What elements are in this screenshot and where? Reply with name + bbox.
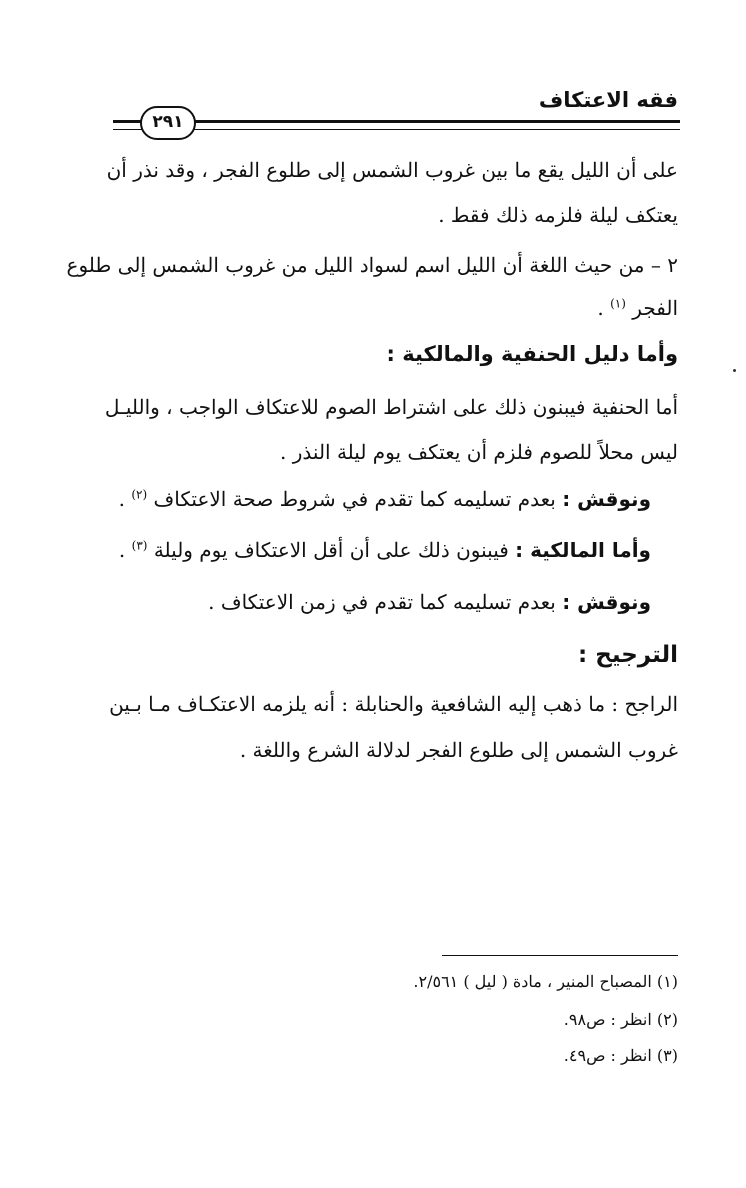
body-line-8	[119, 538, 651, 562]
body-line-9	[208, 590, 651, 614]
footnote-separator	[442, 955, 678, 956]
running-header-title: فقه الاعتكاف	[538, 88, 678, 112]
section-heading-hanafi-maliki: وأما دليل الحنفية والمالكية :	[386, 342, 678, 366]
body-line-6: ليس محلاً للصوم فلزم أن يعتكف يوم ليلة النذر .	[280, 440, 678, 464]
footnote-ref-1: (١)	[610, 296, 626, 311]
body-line-5: أما الحنفية فيبنون ذلك على اشتراط الصوم للاعتكاف الواجب ، والليـل	[104, 395, 678, 419]
objection-label-2: ونوقش :	[562, 590, 651, 614]
body-line-4	[597, 296, 678, 320]
body-line-8-end: .	[118, 538, 126, 562]
body-line-7-text: بعدم تسليمه كما تقدم في شروط صحة الاعتكاف	[153, 487, 556, 511]
body-line-9-text: بعدم تسليمه كما تقدم في زمن الاعتكاف .	[208, 590, 556, 614]
body-line-3: ٢ – من حيث اللغة أن الليل اسم لسواد الليل من غروب الشمس إلى طلوع	[66, 253, 678, 277]
page-number: ٢٩١	[140, 106, 196, 140]
body-line-8-text: فيبنون ذلك على أن أقل الاعتكاف يوم وليلة	[153, 538, 509, 562]
footnote-ref-3: (٣)	[131, 538, 148, 553]
footnote-ref-2: (٢)	[131, 487, 148, 502]
footnote-1: (١) المصباح المنير ، مادة ( ليل ) ٢/٥٦١.	[413, 972, 678, 991]
scan-speck	[733, 369, 736, 372]
footnote-3: (٣) انظر : ص٤٩.	[563, 1046, 678, 1065]
body-line-1: على أن الليل يقع ما بين غروب الشمس إلى طلوع الفجر ، وقد نذر أن	[106, 158, 678, 182]
header-rule-left	[113, 120, 143, 130]
body-line-7	[119, 487, 651, 511]
body-line-10: الراجح : ما ذهب إليه الشافعية والحنابلة : أنه يلزمه الاعتكـاف مـا بـين	[109, 692, 678, 716]
maliki-label: وأما المالكية :	[515, 538, 651, 562]
body-line-4-end: .	[597, 296, 604, 320]
objection-label-1: ونوقش :	[562, 487, 651, 511]
body-line-4-text: الفجر	[632, 296, 678, 320]
body-line-7-end: .	[118, 487, 125, 511]
body-line-11: غروب الشمس إلى طلوع الفجر لدلالة الشرع واللغة .	[239, 738, 678, 762]
header-rule	[113, 120, 680, 130]
section-heading-tarjih: الترجيح :	[578, 642, 678, 668]
footnote-2: (٢) انظر : ص٩٨.	[563, 1010, 678, 1029]
body-line-2: يعتكف ليلة فلزمه ذلك فقط .	[438, 203, 678, 227]
